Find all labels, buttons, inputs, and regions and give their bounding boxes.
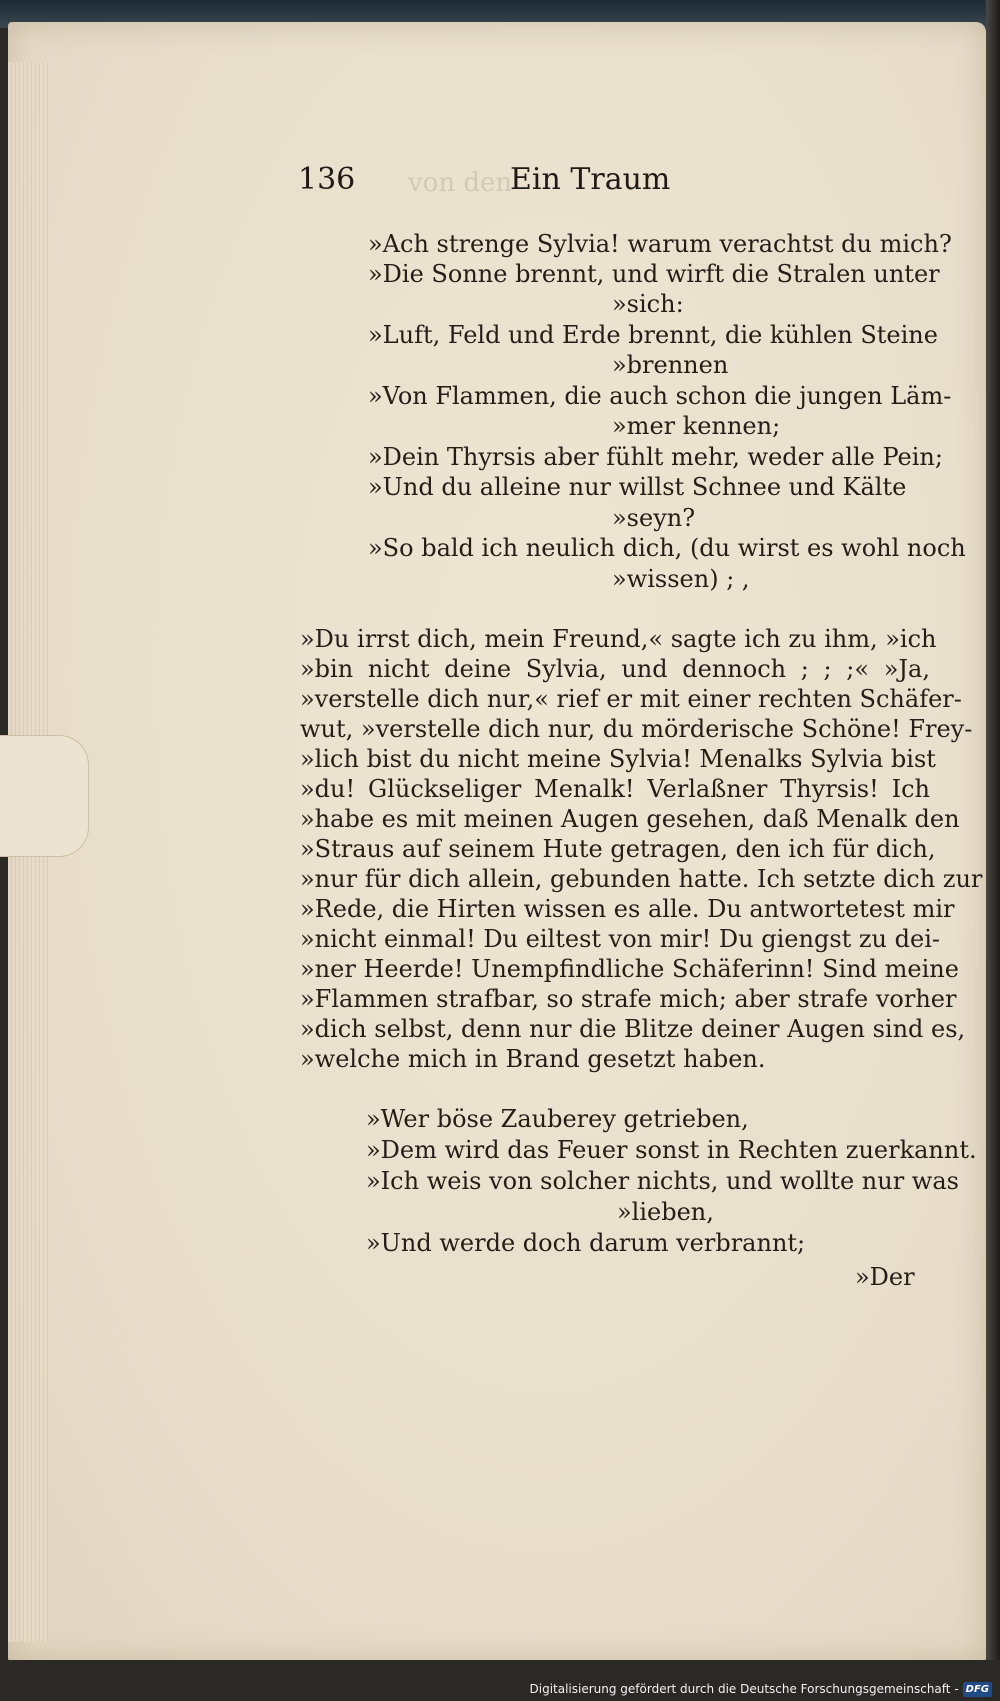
prose-line: »Du irrst dich, mein Freund,« sagte ich zu ihm, »ich — [300, 625, 937, 653]
prose-line: »bin nicht deine Sylvia, und dennoch ; ; ;« »Ja, — [300, 655, 930, 683]
digitization-credit — [530, 1679, 993, 1699]
verse-line: »wissen) ; , — [612, 565, 750, 593]
bleed-through-text: von den — [408, 168, 513, 198]
page-header — [298, 162, 938, 206]
prose-line: »dich selbst, denn nur die Blitze deiner Augen sind es, — [300, 1015, 966, 1043]
verse-line: »Ach strenge Sylvia! warum verachtst du mich? — [368, 230, 952, 258]
verse-line: »brennen — [612, 351, 729, 379]
dfg-logo: DFG — [963, 1682, 992, 1697]
verse-line: »Und werde doch darum verbrannt; — [366, 1229, 806, 1257]
prose-line: »Rede, die Hirten wissen es alle. Du antwortetest mir — [300, 895, 955, 923]
prose-line: »nur für dich allein, gebunden hatte. Ich setzte dich zur — [300, 865, 983, 893]
verse-line: »Und du alleine nur willst Schnee und Kälte — [368, 473, 907, 501]
verse-line: »So bald ich neulich dich, (du wirst es wohl noch — [368, 534, 966, 562]
prose-line: »welche mich in Brand gesetzt haben. — [300, 1045, 766, 1073]
verse-line: »Die Sonne brennt, und wirft die Stralen unter — [368, 260, 940, 288]
prose-line: »Flammen strafbar, so strafe mich; aber strafe vorher — [300, 985, 957, 1013]
prose-line: »verstelle dich nur,« rief er mit einer rechten Schäfer- — [300, 685, 962, 713]
prose-line: »du! Glückseliger Menalk! Verlaßner Thyrsis! Ich — [300, 775, 930, 803]
verse-line: »Dem wird das Feuer sonst in Rechten zuerkannt. — [366, 1136, 977, 1164]
catchword: »Der — [855, 1263, 915, 1291]
credit-text: Digitalisierung gefördert durch die Deutsche Forschungsgemeinschaft - — [529, 1682, 959, 1696]
page-tab — [0, 735, 89, 857]
prose-line: »habe es mit meinen Augen gesehen, daß Menalk den — [300, 805, 960, 833]
verse-line: »Luft, Feld und Erde brennt, die kühlen Steine — [368, 321, 938, 349]
verse-line: »Wer böse Zauberey getrieben, — [366, 1105, 749, 1133]
verse-line: »sich: — [612, 290, 684, 318]
book-cover-edge — [986, 0, 1000, 1701]
prose-line: wut, »verstelle dich nur, du mörderische Schöne! Frey- — [300, 715, 973, 743]
prose-line: »lich bist du nicht meine Sylvia! Menalks Sylvia bist — [300, 745, 936, 773]
verse-line: »Dein Thyrsis aber fühlt mehr, weder alle Pein; — [368, 443, 943, 471]
verse-line: »lieben, — [617, 1198, 714, 1226]
page-number: 136 — [298, 162, 356, 197]
verse-line: »seyn? — [612, 504, 696, 532]
prose-line: »ner Heerde! Unempfindliche Schäferinn! Sind meine — [300, 955, 959, 983]
verse-line: »mer kennen; — [612, 412, 781, 440]
verse-line: »Ich weis von solcher nichts, und wollte nur was — [366, 1167, 959, 1195]
prose-line: »nicht einmal! Du eiltest von mir! Du giengst zu dei- — [300, 925, 940, 953]
running-title: Ein Traum — [510, 162, 671, 197]
verse-line: »Von Flammen, die auch schon die jungen Läm- — [368, 382, 952, 410]
prose-line: »Straus auf seinem Hute getragen, den ich für dich, — [300, 835, 936, 863]
